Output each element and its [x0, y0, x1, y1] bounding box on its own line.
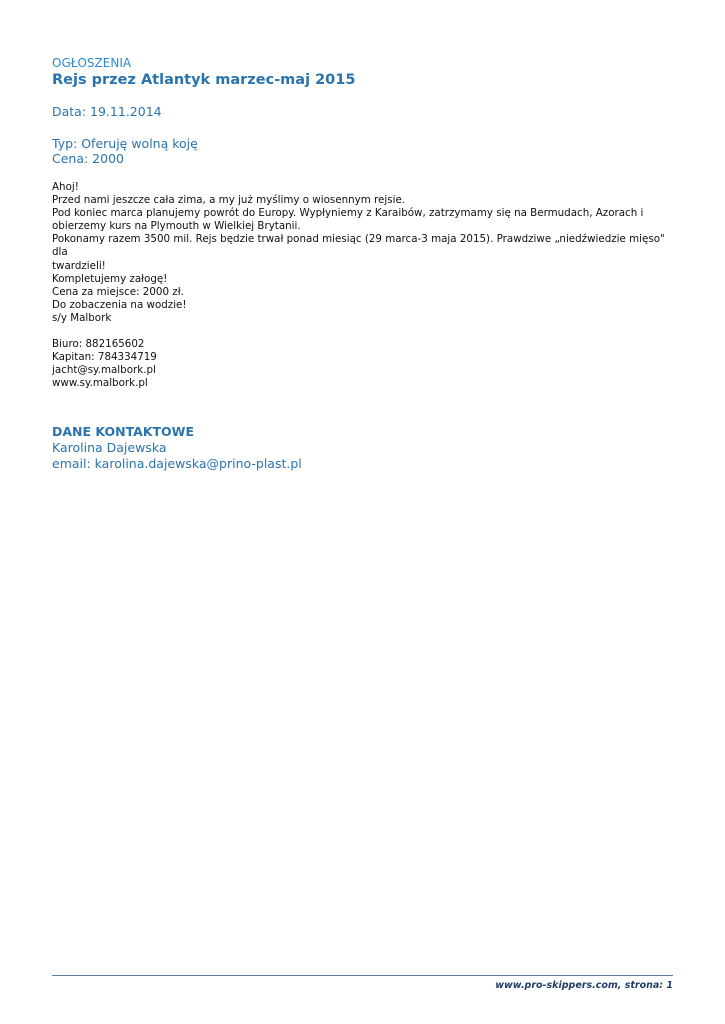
footer-page-info: www.pro-skippers.com, strona: 1: [495, 980, 673, 991]
paragraph-gap: [52, 325, 677, 338]
yacht-website: www.sy.malbork.pl: [52, 377, 148, 390]
contact-heading: DANE KONTAKTOWE: [52, 424, 195, 439]
body-line: Pod koniec marca planujemy powrót do Europy. Wypłyniemy z Karaibów, zatrzymamy się na Bermudach, Azorach i: [52, 207, 644, 220]
footer-divider: [52, 975, 673, 976]
page-title: Rejs przez Atlantyk marzec-maj 2015: [52, 72, 356, 88]
body-line: obierzemy kurs na Plymouth w Wielkiej Brytanii.: [52, 220, 301, 233]
yacht-email: jacht@sy.malbork.pl: [52, 364, 156, 377]
body-line: Do zobaczenia na wodzie!: [52, 298, 187, 311]
category-label: OGŁOSZENIA: [52, 56, 132, 70]
office-phone: Biuro: 882165602: [52, 338, 145, 351]
body-line: Pokonamy razem 3500 mil. Rejs będzie trwał ponad miesiąc (29 marca-3 maja 2015). Prawdziwe „niedźwiedzie mięso" dla: [52, 233, 665, 259]
contact-details: [52, 440, 302, 471]
body-greeting: Ahoj!: [52, 181, 79, 193]
body-line: Kompletujemy załogę!: [52, 272, 168, 285]
body-line: Cena za miejsce: 2000 zł.: [52, 285, 184, 298]
captain-phone: Kapitan: 784334719: [52, 351, 157, 364]
listing-date: Data: 19.11.2014: [52, 104, 162, 119]
body-signature: s/y Malbork: [52, 311, 112, 324]
body-line: twardzieli!: [52, 259, 106, 272]
listing-type: Typ: Oferuję wolną koję: [52, 136, 198, 151]
body-line: Przed nami jeszcze cała zima, a my już myślimy o wiosennym rejsie.: [52, 194, 406, 207]
listing-body: [52, 181, 677, 391]
listing-price: Cena: 2000: [52, 151, 124, 166]
contact-email: email: karolina.dajewska@prino-plast.pl: [52, 455, 302, 471]
listing-meta: [52, 136, 198, 166]
contact-name: Karolina Dajewska: [52, 440, 167, 455]
